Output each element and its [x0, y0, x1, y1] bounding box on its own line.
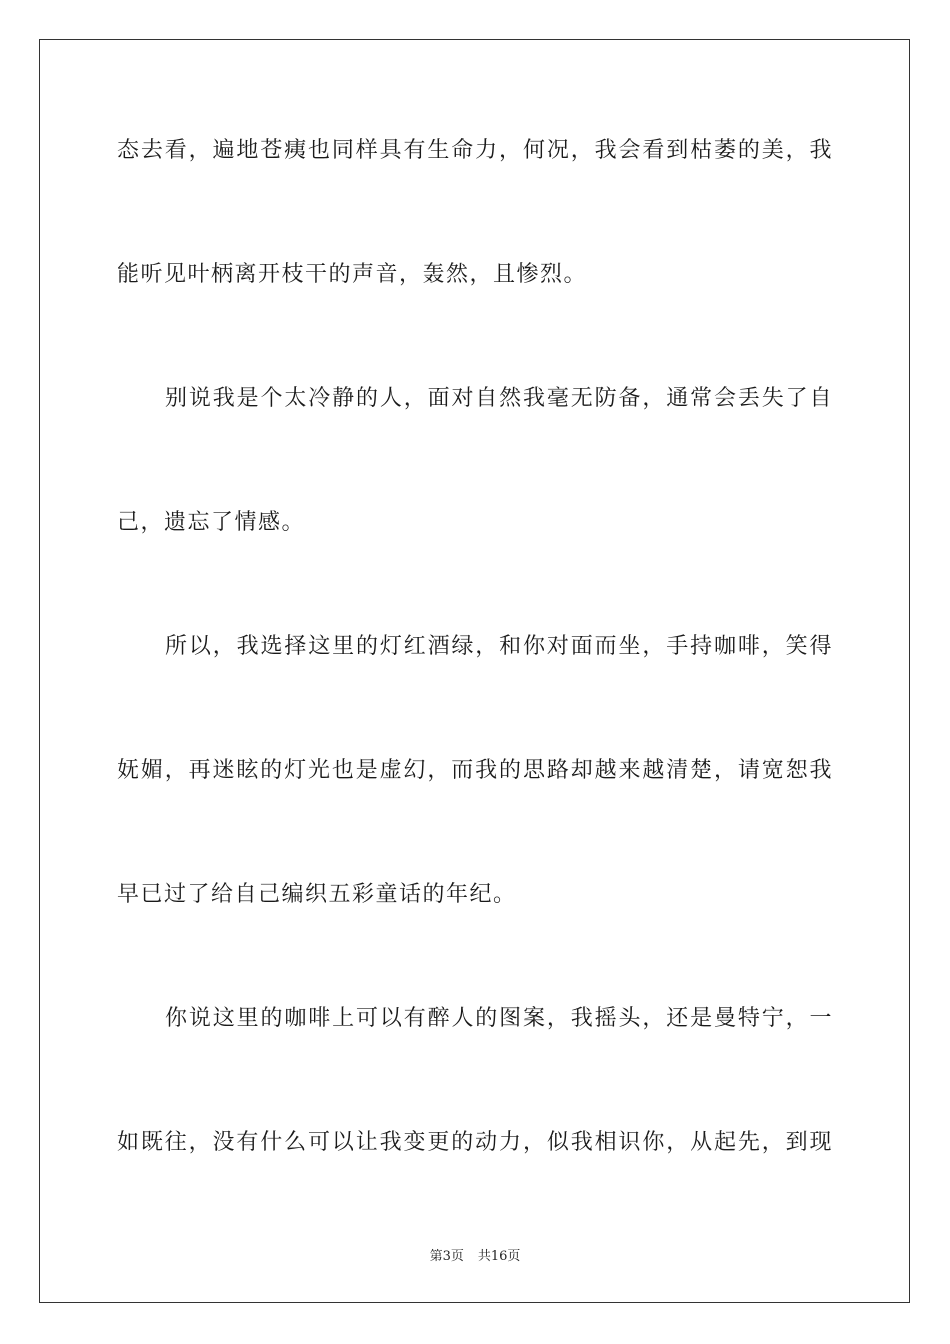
- text-line: 所以，我选择这里的灯红酒绿，和你对面而坐，手持咖啡，笑得: [165, 634, 833, 659]
- text-line: 能听见叶柄离开枝干的声音，轰然，且惨烈。: [117, 262, 588, 287]
- page-number: 第3页: [429, 1249, 464, 1264]
- text-line: 如既往，没有什么可以让我变更的动力，似我相识你，从起先，到现: [117, 1130, 833, 1155]
- page-border: [39, 39, 910, 1303]
- page-footer: [0, 1248, 950, 1266]
- text-line: 早已过了给自己编织五彩童话的年纪。: [117, 882, 517, 907]
- text-line: 别说我是个太冷静的人，面对自然我毫无防备，通常会丢失了自: [165, 386, 833, 411]
- text-line: 己，遗忘了情感。: [117, 510, 306, 535]
- text-line: 态去看，遍地苍痍也同样具有生命力，何况，我会看到枯萎的美，我: [117, 138, 833, 163]
- page-total: 共16页: [477, 1249, 521, 1264]
- text-line: 妩媚，再迷眩的灯光也是虚幻，而我的思路却越来越清楚，请宽恕我: [117, 758, 833, 783]
- text-line: 你说这里的咖啡上可以有醉人的图案，我摇头，还是曼特宁，一: [165, 1006, 833, 1031]
